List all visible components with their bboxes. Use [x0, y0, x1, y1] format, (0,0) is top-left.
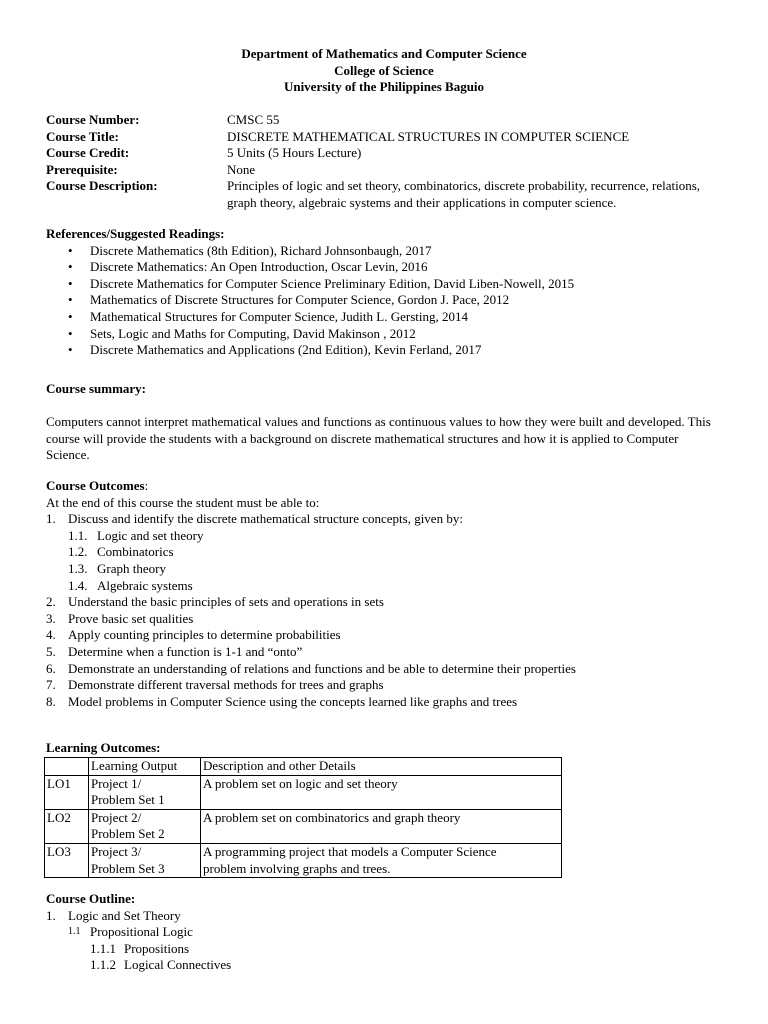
outline-item	[46, 908, 746, 925]
course-outline-title: Course Outline:	[46, 891, 136, 906]
lo-id-cell: LO3	[45, 843, 89, 877]
outcome-text: Apply counting principles to determine probabilities	[68, 627, 341, 643]
lo-description-line: A problem set on logic and set theory	[203, 775, 398, 791]
learning-outcomes-title: Learning Outcomes:	[46, 740, 161, 755]
outcome-item	[46, 594, 746, 611]
lo-output-cell	[89, 843, 201, 877]
course-credit-row	[46, 145, 726, 162]
outcome-item	[46, 661, 746, 678]
outcome-item	[46, 611, 746, 628]
outline-subitem-text: Propositional Logic	[90, 924, 193, 940]
course-description-row	[46, 178, 726, 211]
course-outcomes-colon: :	[144, 478, 149, 493]
outline-subsubitem-number: 1.1.1	[90, 940, 116, 956]
outcome-number: 1.	[46, 511, 56, 527]
outcome-text: Model problems in Computer Science using the concepts learned like graphs and trees	[68, 693, 518, 709]
outline-subitem-number: 1.1	[68, 926, 81, 938]
outcome-text: Discuss and identify the discrete mathematical structure concepts, given by:	[68, 511, 463, 527]
table-row	[45, 775, 562, 809]
reference-item: • Discrete Mathematics: An Open Introduction, Oscar Levin, 2016	[46, 259, 726, 276]
lo-id-cell: LO2	[45, 809, 89, 843]
course-title-label: Course Title:	[46, 128, 119, 144]
outcome-number: 6.	[46, 660, 56, 676]
outcome-subitem	[46, 578, 746, 595]
course-number-row	[46, 112, 726, 129]
prerequisite-row	[46, 162, 726, 179]
outcome-subitem	[46, 561, 746, 578]
document-header	[0, 46, 768, 96]
table-row	[45, 843, 562, 877]
outcome-number: 3.	[46, 610, 56, 626]
outcome-text: Determine when a function is 1-1 and “onto”	[68, 643, 303, 659]
prerequisite-value: None	[227, 161, 256, 177]
outcome-number: 2.	[46, 594, 56, 610]
lo-description-cell	[201, 843, 562, 877]
header-cell-output: Learning Output	[89, 758, 201, 776]
lo-output-line: Problem Set 2	[91, 826, 165, 842]
outcome-text: Understand the basic principles of sets and operations in sets	[68, 594, 384, 610]
course-outcomes-section	[46, 478, 746, 710]
outcome-item	[46, 694, 746, 711]
lo-description-line: problem involving graphs and trees.	[203, 860, 391, 876]
course-outline-section	[46, 891, 746, 974]
course-number-label: Course Number:	[46, 112, 140, 127]
lo-output-cell	[89, 809, 201, 843]
course-outcomes-intro: At the end of this course the student must be able to:	[46, 494, 320, 510]
course-info	[46, 112, 726, 212]
course-credit-label: Course Credit:	[46, 145, 130, 161]
university-name: University of the Philippines Baguio	[283, 79, 485, 95]
outcome-number: 4.	[46, 627, 56, 643]
references-list	[46, 243, 726, 359]
outcome-subitem-number: 1.1.	[68, 527, 88, 543]
reference-item: • Mathematical Structures for Computer Science, Judith L. Gersting, 2014	[46, 309, 726, 326]
outcome-subitem-number: 1.4.	[68, 577, 88, 593]
outcome-subitem-text: Logic and set theory	[97, 527, 204, 543]
course-summary-text: Computers cannot interpret mathematical values and functions as continuous values to how they were built and developed. This course will provide the students with a background on discrete mathematical structures and how it is applied to Computer Science.	[46, 414, 711, 463]
table-header-row	[45, 758, 562, 776]
outline-text: Logic and Set Theory	[68, 907, 181, 923]
department-name: Department of Mathematics and Computer Science	[241, 46, 527, 61]
course-number-value: CMSC 55	[227, 112, 280, 127]
course-summary-title: Course summary:	[46, 381, 147, 396]
course-description-label: Course Description:	[46, 178, 158, 194]
lo-description-cell	[201, 809, 562, 843]
prerequisite-label: Prerequisite:	[46, 161, 118, 177]
outcome-subitem-text: Combinatorics	[97, 544, 174, 560]
lo-output-line: Project 1/	[91, 775, 142, 791]
course-title-value: DISCRETE MATHEMATICAL STRUCTURES IN COMPUTER SCIENCE	[227, 128, 630, 144]
lo-output-line: Problem Set 1	[91, 792, 165, 808]
outcome-number: 5.	[46, 643, 56, 659]
learning-outcomes-table	[44, 757, 562, 878]
outcome-item	[46, 627, 746, 644]
lo-output-cell	[89, 775, 201, 809]
outcome-subitem-text: Graph theory	[97, 560, 166, 576]
outcome-subitem-number: 1.2.	[68, 544, 88, 560]
course-credit-value: 5 Units (5 Hours Lecture)	[227, 145, 362, 161]
reference-item: • Mathematics of Discrete Structures for Computer Science, Gordon J. Pace, 2012	[46, 292, 726, 309]
outcome-text: Demonstrate different traversal methods for trees and graphs	[68, 677, 384, 693]
reference-item: • Discrete Mathematics (8th Edition), Richard Johnsonbaugh, 2017	[46, 243, 726, 260]
outline-number: 1.	[46, 907, 56, 923]
outcome-subitem	[46, 528, 746, 545]
lo-description-cell	[201, 775, 562, 809]
college-name: College of Science	[334, 62, 434, 78]
outline-subsubitem	[46, 957, 746, 974]
lo-output-line: Project 3/	[91, 843, 142, 859]
outcome-number: 8.	[46, 693, 56, 709]
course-outcomes-title: Course Outcomes	[46, 478, 145, 493]
outline-subsubitem	[46, 941, 746, 958]
lo-id-cell: LO1	[45, 775, 89, 809]
course-outcomes-heading	[46, 478, 746, 495]
outcome-text: Demonstrate an understanding of relations and functions and be able to determine their properties	[68, 660, 576, 676]
outcome-item	[46, 511, 746, 528]
outline-subsubitem-text: Propositions	[124, 940, 190, 956]
outcome-subitem-number: 1.3.	[68, 560, 88, 576]
outcome-subitem	[46, 544, 746, 561]
header-cell-id	[45, 758, 89, 776]
reference-item: • Discrete Mathematics and Applications (2nd Edition), Kevin Ferland, 2017	[46, 342, 726, 359]
reference-item: • Discrete Mathematics for Computer Science Preliminary Edition, David Liben-Nowell, 2015	[46, 276, 726, 293]
outcome-item	[46, 644, 746, 661]
lo-output-line: Project 2/	[91, 809, 142, 825]
outcome-text: Prove basic set qualities	[68, 610, 194, 626]
outcome-item	[46, 677, 746, 694]
course-title-row	[46, 129, 726, 146]
lo-description-line: A problem set on combinatorics and graph theory	[203, 809, 461, 825]
outcome-number: 7.	[46, 677, 56, 693]
reference-item: • Sets, Logic and Maths for Computing, David Makinson , 2012	[46, 326, 726, 343]
outline-subsubitem-number: 1.1.2	[90, 957, 116, 973]
lo-output-line: Problem Set 3	[91, 860, 165, 876]
outline-subsubitem-text: Logical Connectives	[124, 957, 232, 973]
lo-description-line: A programming project that models a Computer Science	[203, 843, 497, 859]
header-cell-description: Description and other Details	[201, 758, 562, 776]
references-section	[46, 226, 726, 359]
table-row	[45, 809, 562, 843]
outline-subitem	[46, 924, 746, 941]
course-description-value: Principles of logic and set theory, combinatorics, discrete probability, recurrence, relations, graph theory, algebraic systems and their applications in computer science.	[227, 178, 701, 210]
outcome-subitem-text: Algebraic systems	[97, 577, 193, 593]
references-title: References/Suggested Readings:	[46, 226, 225, 241]
